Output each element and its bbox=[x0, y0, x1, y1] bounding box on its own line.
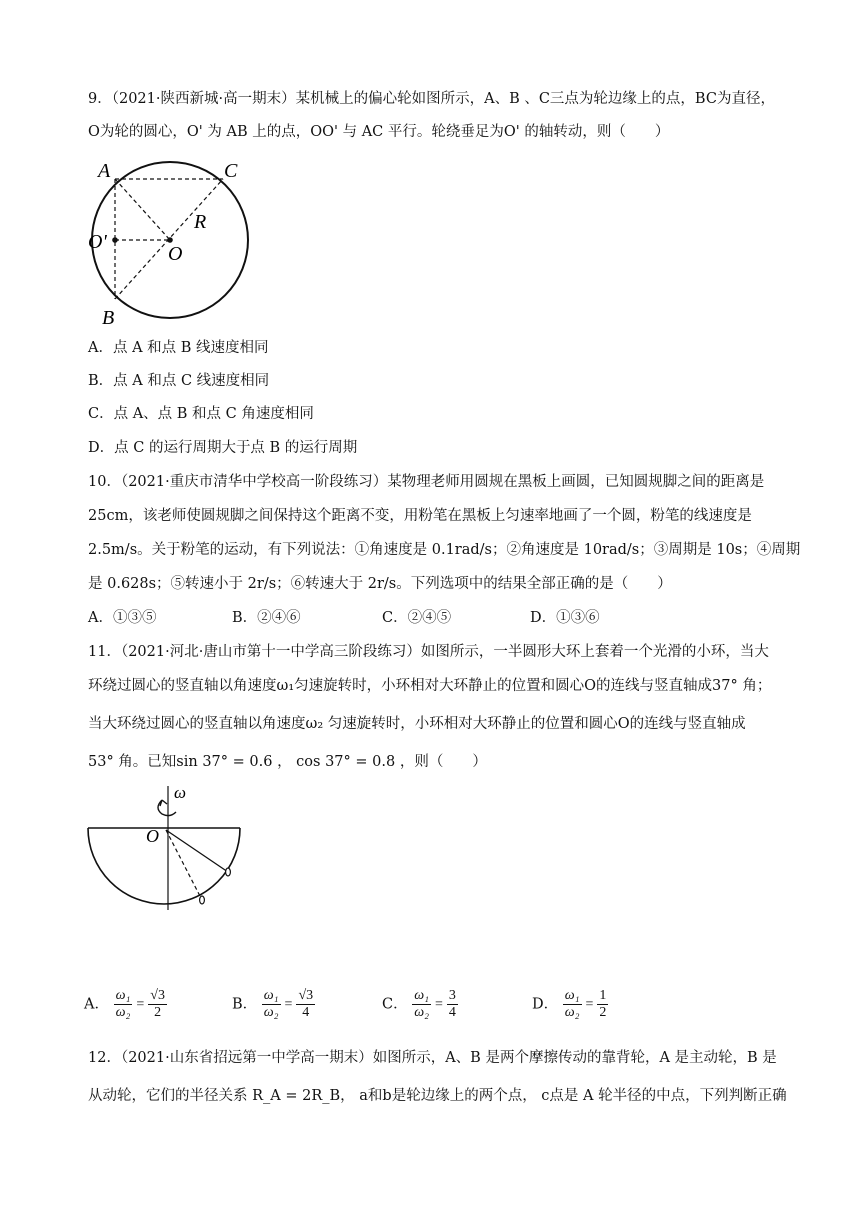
rhs-num: √3 bbox=[298, 988, 314, 1003]
frac-den: ω₂ bbox=[263, 1005, 279, 1020]
rhs-num: 1 bbox=[599, 988, 607, 1003]
q11-stem-line3: 当大环绕过圆心的竖直轴以角速度ω₂ 匀速旋转时，小环相对大环静止的位置和圆心O的连线与竖直轴成 bbox=[88, 716, 746, 732]
q11-stem-line4: 53° 角。已知sin 37° = 0.6 ， cos 37° = 0.8 ，则（ ） bbox=[88, 754, 487, 770]
rhs-den: 2 bbox=[599, 1005, 607, 1020]
q10-stem-line4: 是 0.628s；⑤转速小于 2r/s；⑥转速大于 2r/s。下列选项中的结果全部正确的是（ ） bbox=[88, 576, 672, 592]
option-letter: A． bbox=[84, 996, 109, 1013]
radius-dashed bbox=[166, 830, 202, 900]
semicircle-ring bbox=[88, 828, 240, 904]
q10-stem-line1: 10．（2021·重庆市清华中学校高一阶段练习）某物理老师用圆规在黑板上画圆，已知圆规脚之间的距离是 bbox=[88, 474, 765, 490]
label-o: O bbox=[146, 826, 159, 846]
q9-stem-line2: O为轮的圆心，O' 为 AB 上的点，OO' 与 AC 平行。轮绕垂足为O' 的轴转动，则（ ） bbox=[88, 124, 670, 140]
label-omega: ω bbox=[174, 786, 187, 802]
rhs-num: √3 bbox=[150, 988, 165, 1003]
q10-stem-line3: 2.5m/s。关于粉笔的运动，有下列说法：①角速度是 0.1rad/s；②角速度是 10rad/s；③周期是 10s；④周期 bbox=[88, 542, 801, 558]
q11-stem-line1: 11．（2021·河北·唐山市第十一中学高三阶段练习）如图所示，一半圆形大环上套着一个光滑的小环，当大 bbox=[88, 644, 769, 660]
q11-option-a: A． $\frac{\text{ω₁}}{\text{ω₂}}$ = $\frac{√3}{2}$ bbox=[84, 988, 165, 1020]
label-b: B bbox=[102, 307, 115, 329]
q10-option-d: D．①③⑥ bbox=[530, 610, 600, 626]
frac-num: ω₁ bbox=[414, 988, 429, 1003]
frac-den: ω₂ bbox=[564, 1005, 580, 1020]
q11-option-d: D． $\frac{\text{ω₁}}{\text{ω₂}}$ = $\frac{1}{2}$ bbox=[532, 988, 607, 1020]
q9-stem-line1: 9．（2021·陕西新城·高一期末）某机械上的偏心轮如图所示，A、B 、C三点为轮边缘上的点，BC为直径， bbox=[88, 91, 775, 107]
q9-option-a: A．点 A 和点 B 线速度相同 bbox=[88, 340, 269, 356]
q9-option-c: C．点 A、点 B 和点 C 角速度相同 bbox=[88, 406, 314, 422]
option-letter: B． bbox=[232, 996, 258, 1013]
q11-option-c: C． $\frac{\text{ω₁}}{\text{ω₂}}$ = $\frac{3}{4}$ bbox=[382, 988, 456, 1020]
rhs-den: 4 bbox=[448, 1005, 456, 1020]
frac-den: ω₂ bbox=[115, 1005, 131, 1020]
frac-num: ω₁ bbox=[115, 988, 131, 1003]
q11-option-b: B． $\frac{\text{ω₁}}{\text{ω₂}}$ = $\frac{√3}{4}$ bbox=[232, 988, 314, 1020]
q11-semicircle-ring-figure bbox=[80, 786, 260, 926]
q12-stem-line1: 12．（2021·山东省招远第一中学高一期末）如图所示，A、B 是两个摩擦传动的靠背轮，A 是主动轮，B 是 bbox=[88, 1050, 777, 1066]
segment-ao bbox=[115, 179, 170, 240]
frac-num: ω₁ bbox=[564, 988, 580, 1003]
label-o-prime: O' bbox=[88, 231, 107, 253]
frac-den: ω₂ bbox=[414, 1005, 429, 1020]
q10-stem-line2: 25cm，该老师使圆规脚之间保持这个距离不变，用粉笔在黑板上匀速率地画了一个圆，粉笔的线速度是 bbox=[88, 508, 752, 524]
rhs-num: 3 bbox=[448, 988, 456, 1003]
small-ring-2 bbox=[200, 896, 205, 904]
q9-option-b: B．点 A 和点 C 线速度相同 bbox=[88, 373, 270, 389]
small-ring-1 bbox=[226, 868, 231, 876]
q11-stem-line2: 环绕过圆心的竖直轴以角速度ω₁匀速旋转时，小环相对大环静止的位置和圆心O的连线与竖直轴成37° 角； bbox=[88, 678, 772, 694]
label-c: C bbox=[224, 160, 238, 182]
point-o bbox=[167, 237, 173, 243]
label-r: R bbox=[194, 211, 207, 233]
q12-stem-line2: 从动轮，它们的半径关系 R_A = 2R_B， a和b是轮边缘上的两个点， c点是 A 轮半径的中点，下列判断正确 bbox=[88, 1088, 787, 1104]
point-o-prime bbox=[112, 237, 118, 243]
rhs-den: 2 bbox=[154, 1005, 162, 1020]
radius-solid bbox=[166, 830, 228, 872]
q9-eccentric-wheel-figure bbox=[78, 152, 258, 332]
frac-num: ω₁ bbox=[263, 988, 279, 1003]
q9-option-d: D．点 C 的运行周期大于点 B 的运行周期 bbox=[88, 440, 358, 456]
q10-option-a: A．①③⑤ bbox=[88, 610, 157, 626]
option-letter: D． bbox=[532, 996, 559, 1013]
option-letter: C． bbox=[382, 996, 408, 1013]
rhs-den: 4 bbox=[302, 1005, 310, 1020]
label-o: O bbox=[168, 243, 183, 265]
q10-option-c: C．②④⑤ bbox=[382, 610, 452, 626]
rotation-arrow bbox=[158, 800, 176, 816]
label-a: A bbox=[98, 160, 111, 182]
q10-option-b: B．②④⑥ bbox=[232, 610, 301, 626]
